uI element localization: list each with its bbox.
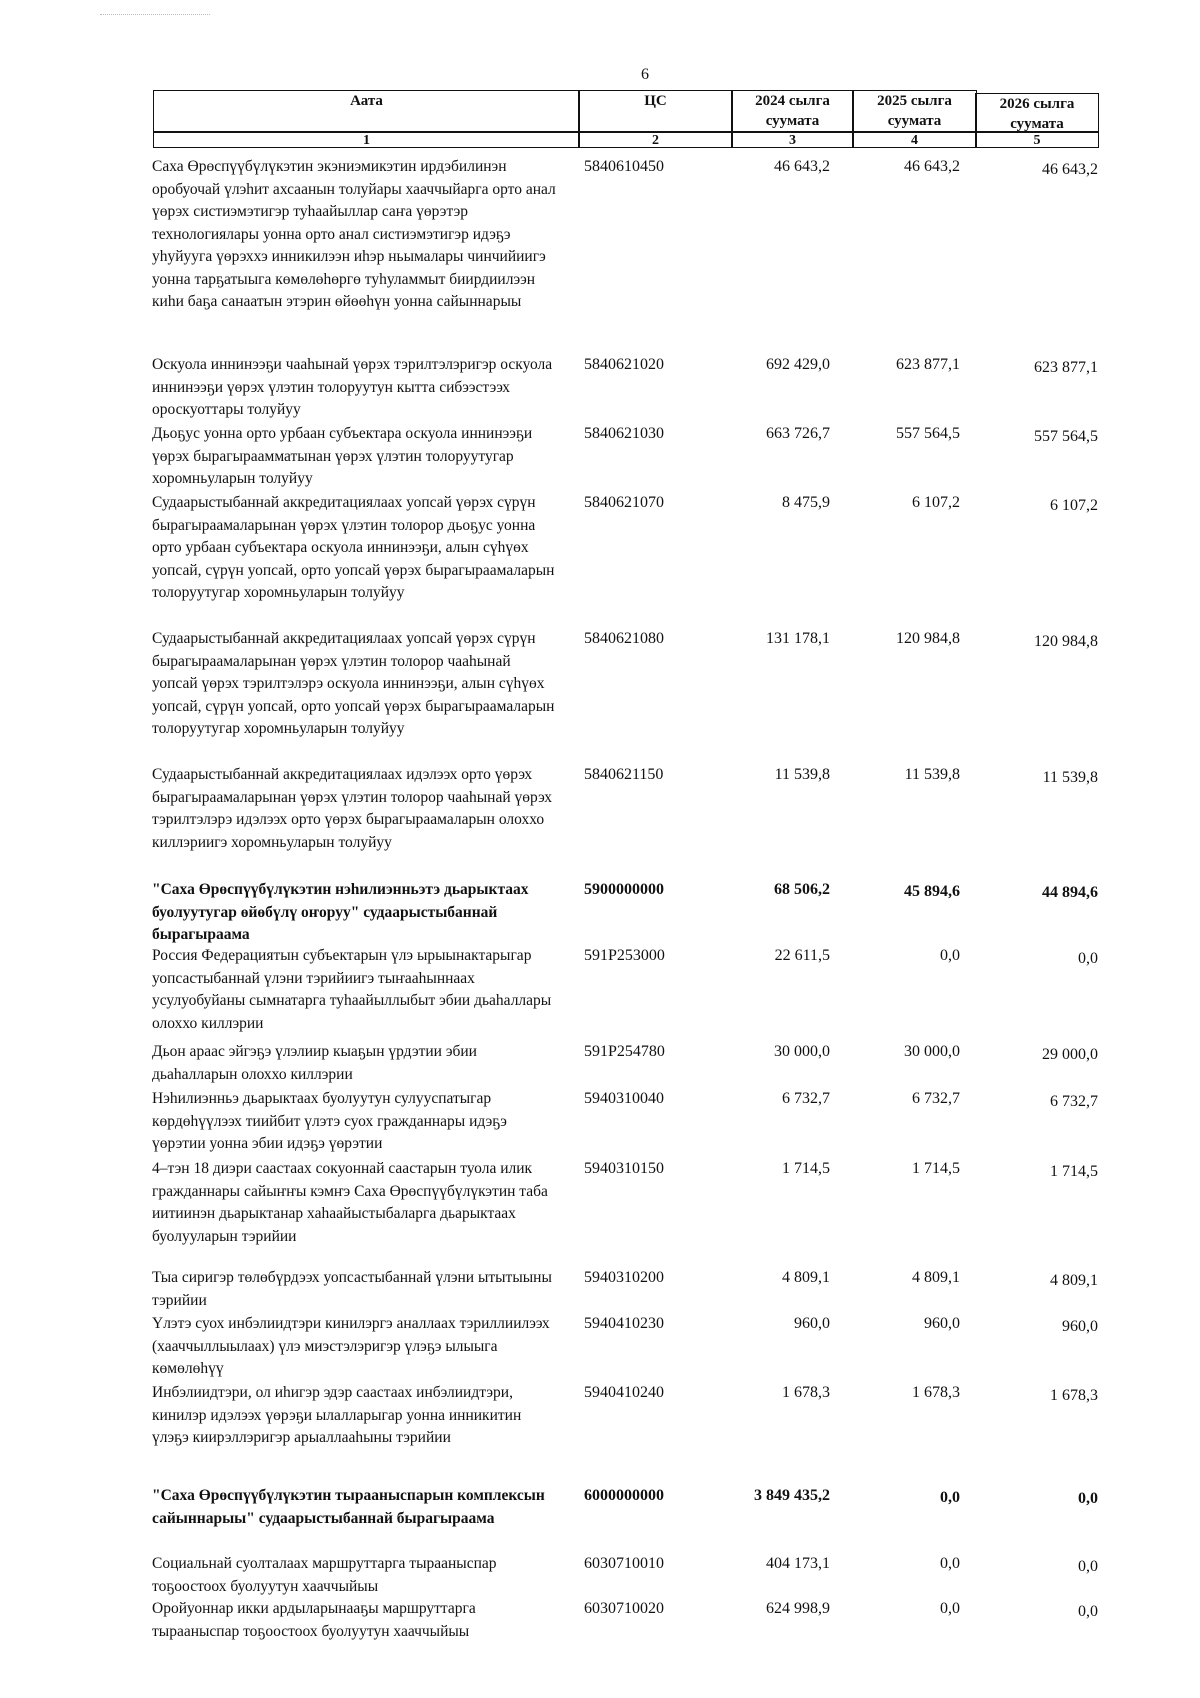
row-code: 5900000000 [584, 881, 664, 898]
row-name: Дьоҕус уонна орто урбаан субъектара оскуола иннинээҕи үөрэх бырагыраамматынан үөрэх үлэтин толоруутугар хоромньуларын толуйуу [152, 425, 533, 487]
row-code: 6030710020 [584, 1600, 664, 1617]
header-name: Аата [350, 93, 383, 109]
row-value-2026: 0,0 [1078, 1490, 1098, 1507]
header-num-5: 5 [975, 132, 1099, 148]
row-value-2024: 4 809,1 [782, 1269, 830, 1286]
row-value-2024: 22 611,5 [774, 947, 830, 964]
row-name: Оройуоннар икки ардыларынааҕы маршруттарга тырааныспар тоҕоостоох буолуутун хааччыйыы [152, 1600, 476, 1640]
row-code: 5940410230 [584, 1315, 664, 1332]
header-num-1: 1 [153, 132, 580, 148]
row-name: Инбэлиидтэри, ол иһигэр эдэр саастаах инбэлиидтэри, кинилэр идэлээх үөрэҕи ылалларыгар уонна инникитин үлэҕэ киирэллэригэр арыаллааһыны тэрийии [152, 1384, 522, 1446]
row-code: 591Р254780 [584, 1043, 665, 1060]
row-value-2024: 30 000,0 [774, 1043, 830, 1060]
row-value-2024: 624 998,9 [766, 1600, 830, 1617]
header-2024: 2024 сылга суумата [755, 93, 830, 129]
scan-artifact [100, 14, 210, 17]
row-value-2026: 44 894,6 [1042, 884, 1098, 901]
row-value-2025: 4 809,1 [912, 1269, 960, 1286]
row-value-2026: 1 678,3 [1050, 1387, 1098, 1404]
header-name-cell [153, 90, 580, 132]
row-name: Тыа сиригэр төлөбүрдээх уопсастыбаннай үлэни ытытыыны тэрийии [152, 1269, 552, 1309]
row-value-2026: 0,0 [1078, 1603, 1098, 1620]
row-value-2025: 960,0 [924, 1315, 960, 1332]
row-value-2024: 1 678,3 [782, 1384, 830, 1401]
row-name: Социальнай суолталаах маршруттарга тырааныспар тоҕоостоох буолуутун хааччыйыы [152, 1555, 497, 1595]
row-value-2025: 45 894,6 [904, 883, 960, 900]
row-value-2026: 46 643,2 [1042, 161, 1098, 178]
row-code: 5840621020 [584, 356, 664, 373]
row-name: Үлэтэ суох инбэлиидтэри кинилэргэ аналлаах тэриллиилээх (хааччыллыылаах) үлэ миэстэлэригэр үлэҕэ ылыыга көмөлөһүү [152, 1315, 550, 1377]
row-value-2024: 131 178,1 [766, 630, 830, 647]
row-name: 4–тэн 18 диэри саастаах сокуоннай саастарын туола илик гражданнары сайыҥҥы кэмҥэ Саха Өрөспүүбүлүкэтин таба иитиинэн дьарыктанар хаһаайыстыбаларга дьарыктаах буолууларын тэрийии [152, 1160, 548, 1245]
row-code: 5840621070 [584, 494, 664, 511]
table-header [153, 90, 1098, 154]
row-value-2024: 46 643,2 [774, 158, 830, 175]
row-name: Дьон араас эйгэҕэ үлэлиир кыаҕын үрдэтии эбии дьаһалларын олоххо киллэрии [152, 1043, 477, 1083]
row-value-2024: 663 726,7 [766, 425, 830, 442]
row-value-2024: 8 475,9 [782, 494, 830, 511]
row-value-2025: 0,0 [940, 1555, 960, 1572]
row-value-2026: 557 564,5 [1034, 428, 1098, 445]
row-value-2025: 0,0 [940, 1600, 960, 1617]
header-code-cell [578, 90, 733, 132]
row-value-2025: 6 107,2 [912, 494, 960, 511]
row-value-2024: 404 173,1 [766, 1555, 830, 1572]
row-name: "Саха Өрөспүүбүлүкэтин нэһилиэнньэтэ дьарыктаах буолуутугар өйөбүлү оҥоруу" судаарыстыбаннай бырагыраама [152, 881, 529, 943]
row-code: 5940310040 [584, 1090, 664, 1107]
header-2024-cell [731, 90, 854, 132]
row-name: Судаарыстыбаннай аккредитациялаах уопсай үөрэх сүрүн бырагыраамаларынан үөрэх үлэтин толорор чааһынай уопсай үөрэх тэрилтэлэрэ оскуола иннинээҕи, алын сүһүөх уопсай, сүрүн уопсай, орто уопсай үөрэх бырагыраамаларын толоруутугар хоромньуларын толуйуу [152, 630, 555, 737]
row-value-2026: 29 000,0 [1042, 1046, 1098, 1063]
row-name: Нэһилиэнньэ дьарыктаах буолуутун сулууспатыгар көрдөһүүлээх тиийбит үлэтэ суох гражданнары идэҕэ үөрэтии уонна эбии идэҕэ үөрэтии [152, 1090, 507, 1152]
row-code: 5840621150 [584, 766, 664, 783]
row-value-2025: 120 984,8 [896, 630, 960, 647]
row-value-2024: 960,0 [794, 1315, 830, 1332]
row-value-2025: 6 732,7 [912, 1090, 960, 1107]
row-value-2026: 6 732,7 [1050, 1093, 1098, 1110]
row-value-2025: 0,0 [940, 1489, 960, 1506]
row-value-2025: 0,0 [940, 947, 960, 964]
row-value-2026: 11 539,8 [1042, 769, 1098, 786]
row-value-2024: 1 714,5 [782, 1160, 830, 1177]
row-code: 5840621080 [584, 630, 664, 647]
row-value-2026: 623 877,1 [1034, 359, 1098, 376]
row-value-2024: 68 506,2 [774, 881, 830, 898]
row-name: Оскуола иннинээҕи чааһынай үөрэх тэрилтэлэригэр оскуола иннинээҕи үөрэх үлэтин толоруутун кытта сибээстээх ороскуоттары толуйуу [152, 356, 553, 418]
header-num-3: 3 [731, 132, 854, 148]
row-name: Россия Федерациятын субъектарын үлэ ырыынактарыгар уопсастыбаннай үлэни тэрийиигэ тыҥааһыннаах усулуобуйаны сымнатарга туһаайыллыбыт эбии дьаһаллары олоххо киллэрии [152, 947, 552, 1032]
row-value-2026: 1 714,5 [1050, 1163, 1098, 1180]
row-code: 5840610450 [584, 158, 664, 175]
page-number: 6 [641, 66, 649, 83]
row-value-2024: 692 429,0 [766, 356, 830, 373]
row-value-2025: 1 678,3 [912, 1384, 960, 1401]
row-code: 6030710010 [584, 1555, 664, 1572]
row-value-2024: 3 849 435,2 [754, 1487, 830, 1504]
header-2026: 2026 сылга суумата [999, 96, 1075, 132]
header-2026-cell [975, 93, 1099, 132]
header-2025-cell [852, 90, 977, 132]
row-value-2025: 30 000,0 [904, 1043, 960, 1060]
row-value-2026: 0,0 [1078, 950, 1098, 967]
row-name: Судаарыстыбаннай аккредитациялаах уопсай үөрэх сүрүн бырагыраамаларынан үөрэх үлэтин толорор дьоҕус уонна орто урбаан субъектара оскуола иннинээҕи, алын сүһүөх уопсай, сүрүн уопсай, орто уопсай үөрэх бырагыраамаларын толоруутугар хоромньуларын толуйуу [152, 494, 555, 601]
row-value-2025: 11 539,8 [904, 766, 960, 783]
row-code: 5840621030 [584, 425, 664, 442]
row-value-2026: 960,0 [1062, 1318, 1098, 1335]
row-value-2025: 623 877,1 [896, 356, 960, 373]
row-value-2026: 4 809,1 [1050, 1272, 1098, 1289]
row-value-2025: 1 714,5 [912, 1160, 960, 1177]
row-code: 5940410240 [584, 1384, 664, 1401]
header-num-4: 4 [852, 132, 977, 148]
row-value-2025: 557 564,5 [896, 425, 960, 442]
row-code: 591Р253000 [584, 947, 665, 964]
row-value-2024: 11 539,8 [774, 766, 830, 783]
row-code: 5940310150 [584, 1160, 664, 1177]
header-code: ЦС [644, 93, 667, 109]
header-num-2: 2 [578, 132, 733, 148]
row-name: Судаарыстыбаннай аккредитациялаах идэлээх орто үөрэх бырагыраамаларынан үөрэх үлэтин толорор чааһынай үөрэх тэрилтэлэрэ идэлээх орто үөрэх бырагыраамаларын олоххо киллэриигэ хоромньуларын толуйуу [152, 766, 552, 851]
row-value-2026: 0,0 [1078, 1558, 1098, 1575]
row-name: "Саха Өрөспүүбүлүкэтин тырааныспарын комплексын сайыннарыы" судаарыстыбаннай бырагыраама [152, 1487, 545, 1527]
header-2025: 2025 сылга суумата [877, 93, 952, 129]
row-name: Саха Өрөспүүбүлүкэтин экэниэмикэтин ирдэбилинэн оробуочай үлэһит ахсаанын толуйары хааччыйарга орто анал үөрэх систиэмэтигэр туһаайыллар саҥа үөрэтэр технологиялары уонна орто анал систиэмэтигэр идэҕэ уһуйууга үөрэххэ инникилээн иһэр ньымалары чинчийиигэ уонна тарҕатыыга көмөлөһөргө туһуламмыт биирдиилээн киһи баҕа санаатын этэрин өйөөһүн уонна сайыннарыы [152, 158, 556, 310]
row-value-2025: 46 643,2 [904, 158, 960, 175]
row-code: 5940310200 [584, 1269, 664, 1286]
row-code: 6000000000 [584, 1487, 664, 1504]
row-value-2024: 6 732,7 [782, 1090, 830, 1107]
row-value-2026: 6 107,2 [1050, 497, 1098, 514]
row-value-2026: 120 984,8 [1034, 633, 1098, 650]
